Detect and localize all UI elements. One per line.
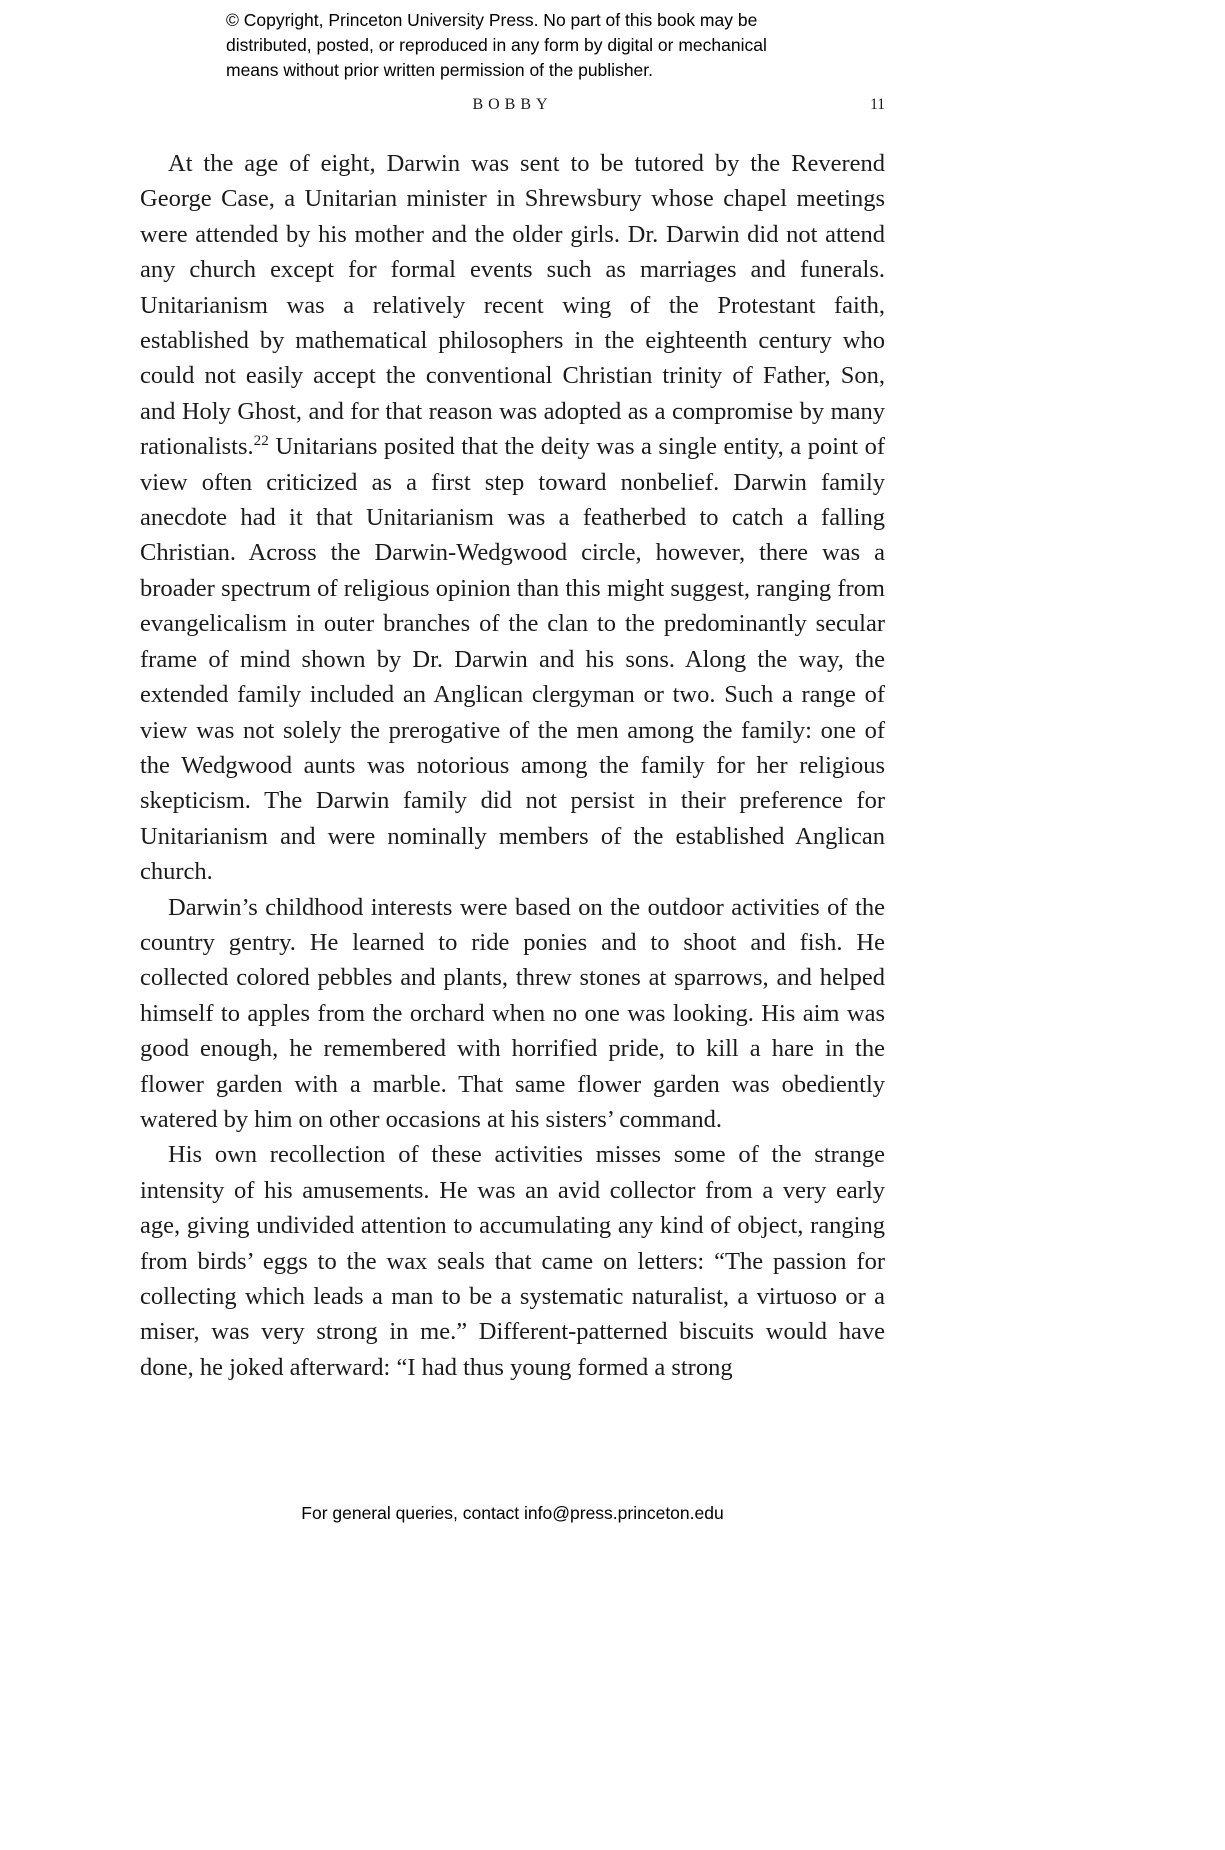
page-number: 11 <box>870 96 885 113</box>
copyright-line: © Copyright, Princeton University Press. No part of this book may be <box>226 10 758 30</box>
footnote-reference: 22 <box>253 432 269 450</box>
paragraph: His own recollection of these activities misses some of the strange intensity of his amusements. He was an avid collector from a very early age, giving undivided attention to accumulating any kind of object, ranging from birds’ eggs to the wax seals that came on letters: “The passion for collecting which leads a man to be a systematic naturalist, a virtuoso or a miser, was very strong in me.” Different-patterned biscuits would have done, he joked afterward: “I had thus young formed a strong <box>140 1141 885 1381</box>
paragraph-text: At the age of eight, Darwin was sent to be tutored by the Reverend George Case, a Unitarian minister in Shrewsbury whose chapel meetings were attended by his mother and the older girls. Dr. Darwin did not attend any church except for formal events such as marriages and funerals. Unitarianism was a relatively recent wing of the Protestant faith, established by mathematical philosophers in the eighteenth century who could not easily accept the conventional Christian trinity of Father, Son, and Holy Ghost, and for that reason was adopted as a compromise by many rationalists. <box>140 150 885 461</box>
paragraph: Darwin’s childhood interests were based on the outdoor activities of the country gentry. He learned to ride ponies and to shoot and fish. He collected colored pebbles and plants, threw stones at sparrows, and helped himself to apples from the orchard when no one was looking. His aim was good enough, he remembered with horrified pride, to kill a hare in the flower garden with a marble. That same flower garden was obediently watered by him on other occasions at his sisters’ command. <box>140 893 885 1133</box>
footer-contact <box>140 1503 885 1524</box>
running-header <box>140 96 885 118</box>
copyright-notice <box>226 8 767 83</box>
footer-text: For general queries, contact info@press.princeton.edu <box>301 1503 724 1523</box>
paragraph <box>140 146 885 890</box>
body-text <box>140 146 885 1385</box>
paragraph-text: Unitarians posited that the deity was a single entity, a point of view often criticized as a first step toward nonbelief. Darwin family anecdote had it that Unitarianism was a featherbed to catch a falling Christian. Across the Darwin-Wedgwood circle, however, there was a broader spectrum of religious opinion than this might suggest, ranging from evangelicalism in outer branches of the clan to the predominantly secular frame of mind shown by Dr. Darwin and his sons. Along the way, the extended family included an Anglican clergyman or two. Such a range of view was not solely the prerogative of the men among the family: one of the Wedgwood aunts was notorious among the family for her religious skepticism. The Darwin family did not persist in their preference for Unitarianism and were nominally members of the established Anglican church. <box>140 433 885 886</box>
copyright-line: means without prior written permission of the publisher. <box>226 60 654 80</box>
chapter-title: BOBBY <box>472 96 553 113</box>
copyright-line: distributed, posted, or reproduced in any form by digital or mechanical <box>226 35 767 55</box>
